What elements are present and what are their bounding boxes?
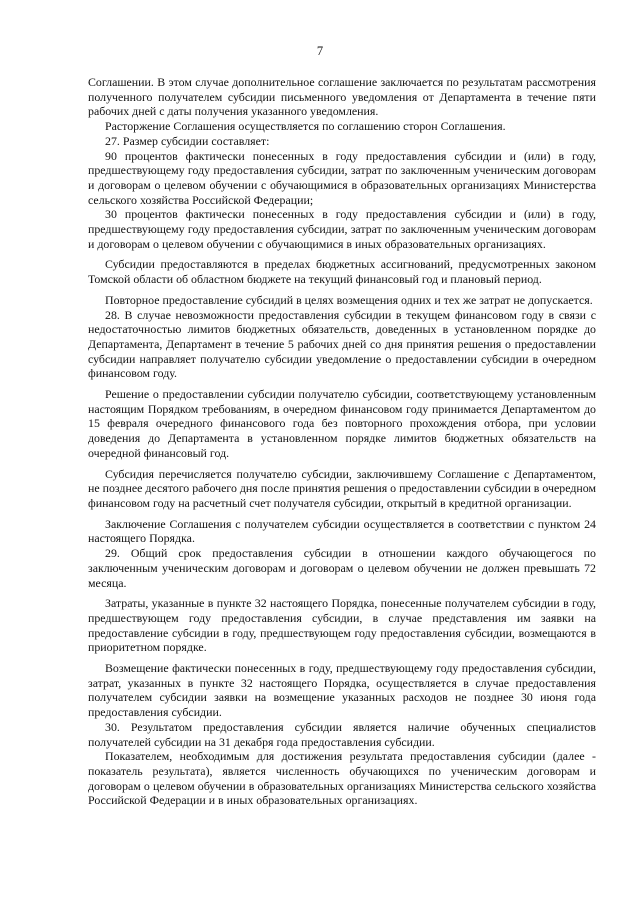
paragraph: Показателем, необходимым для достижения результата предоставления субсидии (далее - показатель результата), является численность обучающихся по ученическим договорам и договорам о целевом обучении в образовательных организациях Министерства сельского хозяйства Российской Федерации и в иных образовательных организациях. bbox=[88, 749, 596, 808]
paragraph: Повторное предоставление субсидий в целях возмещения одних и тех же затрат не допускается. bbox=[105, 292, 593, 307]
paragraph: Затраты, указанные в пункте 32 настоящего Порядка, понесенные получателем субсидии в году, предшествующем году предоставления субсидии, в случае представления им заявки на предоставление субсидии в году, предшествующем году предоставления субсидии, возмещаются в приоритетном порядке. bbox=[88, 596, 596, 655]
document-body bbox=[88, 75, 596, 808]
page-number: 7 bbox=[316, 44, 324, 58]
paragraph: Возмещение фактически понесенных в году, предшествующему году предоставления субсидии, затрат, указанных в пункте 32 настоящего Порядка, осуществляется в случае предоставления получателем субсидии заявки на возмещение указанных расходов не позднее 30 июня года предоставления субсидии. bbox=[88, 661, 596, 720]
paragraph: 90 процентов фактически понесенных в году предоставления субсидии и (или) в году, предшествующему году предоставления субсидии, затрат по заключенным ученическим договорам и договорам о целевом обучении с обучающимися в образовательных организациях Министерства сельского хозяйства Российской Федерации; bbox=[88, 148, 596, 207]
paragraph: Заключение Соглашения с получателем субсидии осуществляется в соответствии с пунктом 24 настоящего Порядка. bbox=[88, 516, 596, 546]
paragraph: 27. Размер субсидии составляет: bbox=[105, 133, 270, 148]
paragraph: Решение о предоставлении субсидии получателю субсидии, соответствующему установленным настоящим Порядком требованиям, в очередном финансовом году принимается Департаментом до 15 февраля очередного финансового года без повторного прохождения отбора, при условии доведения до Департамента в установленном порядке лимитов бюджетных обязательств на очередной финансовый год. bbox=[88, 387, 596, 460]
paragraph: Субсидии предоставляются в пределах бюджетных ассигнований, предусмотренных законом Томской области об областном бюджете на текущий финансовый год и плановый период. bbox=[88, 257, 596, 287]
paragraph: 30 процентов фактически понесенных в году предоставления субсидии и (или) в году, предшествующему году предоставления субсидии, затрат по заключенным ученическим договорам и договорам о целевом обучении с обучающимися в иных образовательных организациях. bbox=[88, 207, 596, 251]
paragraph: Расторжение Соглашения осуществляется по соглашению сторон Соглашения. bbox=[105, 119, 506, 134]
paragraph: Соглашении. В этом случае дополнительное соглашение заключается по результатам рассмотрения полученного получателем субсидии письменного уведомления от Департамента в течение пяти рабочих дней с даты получения указанного уведомления. bbox=[88, 75, 596, 119]
paragraph: 28. В случае невозможности предоставления субсидии в текущем финансовом году в связи с недостаточностью лимитов бюджетных обязательств, доведенных в установленном порядке до Департамента, Департамент в течение 5 рабочих дней со дня принятия решения о предоставлении субсидии направляет получателю субсидии уведомление о предоставлении субсидии в очередном финансовом году. bbox=[88, 307, 596, 381]
paragraph: Субсидия перечисляется получателю субсидии, заключившему Соглашение с Департаментом, не позднее десятого рабочего дня после принятия решения о предоставлении субсидии в очередном финансовом году на расчетный счет получателя субсидии, открытый в кредитной организации. bbox=[88, 466, 596, 510]
paragraph: 30. Результатом предоставления субсидии является наличие обученных специалистов получателей субсидии на 31 декабря года предоставления субсидии. bbox=[88, 719, 596, 749]
paragraph: 29. Общий срок предоставления субсидии в отношении каждого обучающегося по заключенным ученическим договорам и договорам о целевом обучении не должен превышать 72 месяца. bbox=[88, 546, 596, 590]
